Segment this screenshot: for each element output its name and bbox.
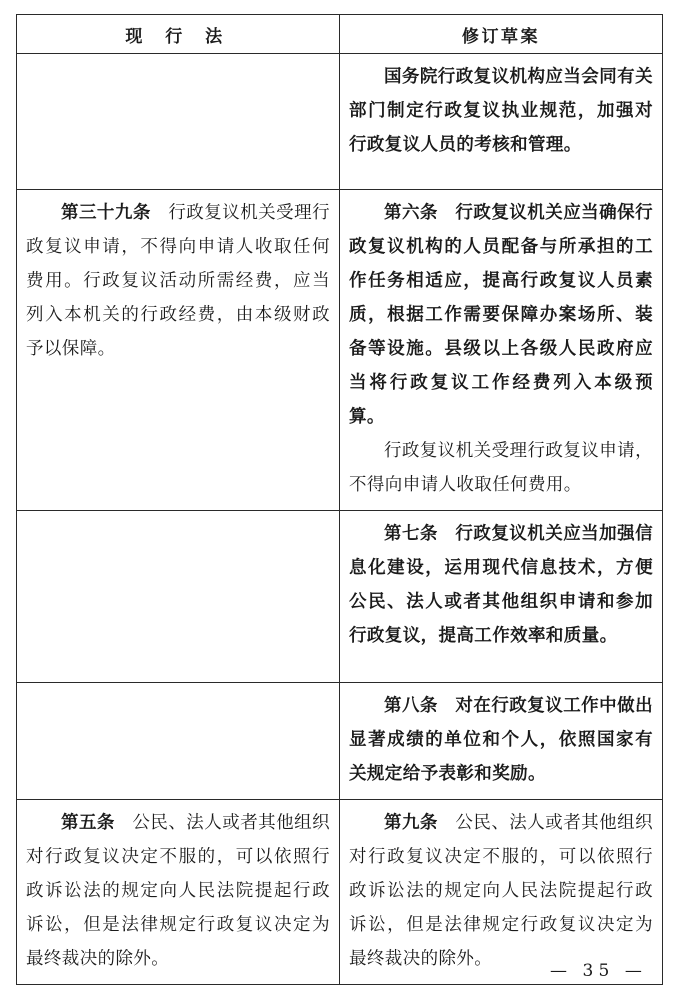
article-number: 第九条: [384, 813, 438, 833]
revised-draft-cell: [340, 800, 663, 985]
article-number: 第三十九条: [61, 203, 151, 223]
article-paragraph: [349, 806, 653, 976]
page-number: — 35 —: [549, 961, 647, 981]
article-paragraph: [349, 517, 653, 653]
article-text: 公民、法人或者其他组织对行政复议决定不服的，可以依照行政诉讼法的规定向人民法院提起行政诉讼，但是法律规定行政复议决定为最终裁决的除外。: [349, 813, 653, 969]
header-revised-draft: 修订草案: [340, 15, 663, 54]
article-text: 国务院行政复议机构应当会同有关部门制定行政复议执业规范，加强对行政复议人员的考核和管理。: [349, 67, 653, 155]
article-number: 第五条: [61, 813, 115, 833]
table-row: [17, 683, 663, 800]
table-row: [17, 511, 663, 683]
article-text: 行政复议机关应当加强信息化建设，运用现代信息技术，方便公民、法人或者其他组织申请和参加行政复议，提高工作效率和质量。: [349, 524, 653, 646]
article-text: 行政复议机关应当确保行政复议机构的人员配备与所承担的工作任务相适应，提高行政复议人员素质，根据工作需要保障办案场所、装备等设施。县级以上各级人民政府应当将行政复议工作经费列入本级预算。: [349, 203, 653, 427]
current-law-cell: [17, 800, 340, 985]
article-paragraph: [349, 434, 653, 502]
article-text: 行政复议机关受理行政复议申请，不得向申请人收取任何费用。行政复议活动所需经费，应当列入本机关的行政经费，由本级财政予以保障。: [26, 203, 330, 359]
current-law-cell: [17, 511, 340, 683]
article-paragraph: [349, 60, 653, 162]
current-law-cell: [17, 190, 340, 511]
article-text: 公民、法人或者其他组织对行政复议决定不服的，可以依照行政诉讼法的规定向人民法院提起行政诉讼，但是法律规定行政复议决定为最终裁决的除外。: [26, 813, 330, 969]
revised-draft-cell: [340, 683, 663, 800]
article-paragraph: [26, 196, 330, 366]
comparison-table: [16, 14, 663, 985]
header-current-law: 现 行 法: [17, 15, 340, 54]
current-law-cell: [17, 683, 340, 800]
revised-draft-cell: [340, 511, 663, 683]
article-paragraph: [349, 196, 653, 434]
article-paragraph: [26, 806, 330, 976]
table-row: [17, 190, 663, 511]
article-paragraph: [349, 689, 653, 791]
article-text: 行政复议机关受理行政复议申请，不得向申请人收取任何费用。: [349, 441, 653, 495]
table-row: [17, 800, 663, 985]
table-header-row: [17, 15, 663, 54]
article-text: 对在行政复议工作中做出显著成绩的单位和个人，依照国家有关规定给予表彰和奖励。: [349, 696, 653, 784]
article-number: 第八条: [384, 696, 438, 716]
article-number: 第七条: [384, 524, 438, 544]
current-law-cell: [17, 54, 340, 190]
table-row: [17, 54, 663, 190]
revised-draft-cell: [340, 54, 663, 190]
article-number: 第六条: [384, 203, 438, 223]
revised-draft-cell: [340, 190, 663, 511]
